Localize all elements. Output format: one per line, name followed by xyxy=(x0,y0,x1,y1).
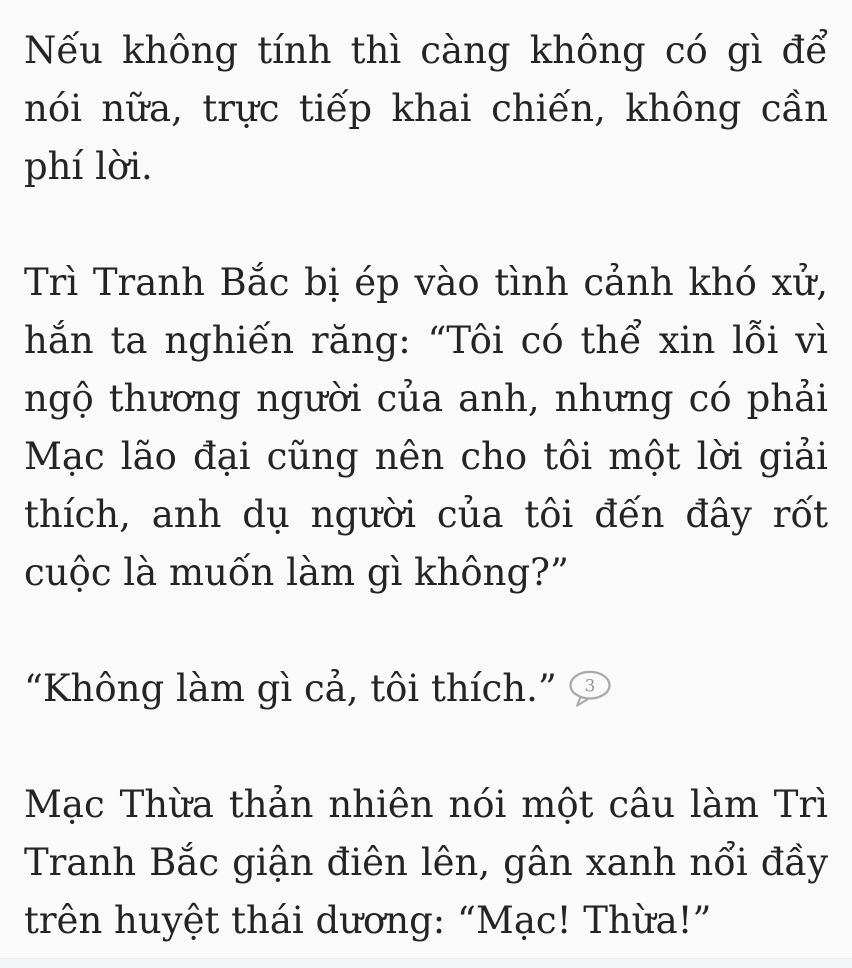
paragraph xyxy=(24,22,828,196)
paragraph-text: Nếu không tính thì càng không có gì để nói nữa, trực tiếp khai chiến, không cần phí lời. xyxy=(24,29,828,188)
bottom-band xyxy=(0,958,852,968)
paragraph-text: Mạc Thừa thản nhiên nói một câu làm Trì Tranh Bắc giận điên lên, gân xanh nổi đầy trên huyệt thái dương: “Mạc! Thừa!” xyxy=(24,783,828,942)
comment-bubble-tail xyxy=(577,697,588,706)
comment-bubble-icon[interactable] xyxy=(567,669,613,709)
comment-count: 3 xyxy=(584,676,596,697)
paragraph xyxy=(24,254,828,602)
paragraph xyxy=(24,660,828,718)
paragraph-text: “Không làm gì cả, tôi thích.” xyxy=(24,667,557,710)
paragraph-text: Trì Tranh Bắc bị ép vào tình cảnh khó xử, hắn ta nghiến răng: “Tôi có thể xin lỗi vì ngộ thương người của anh, nhưng có phải Mạc lão đại cũng nên cho tôi một lời giải thích, anh dụ người của tôi đến đây rốt cuộc là muốn làm gì không?” xyxy=(24,261,828,594)
paragraph xyxy=(24,776,828,950)
